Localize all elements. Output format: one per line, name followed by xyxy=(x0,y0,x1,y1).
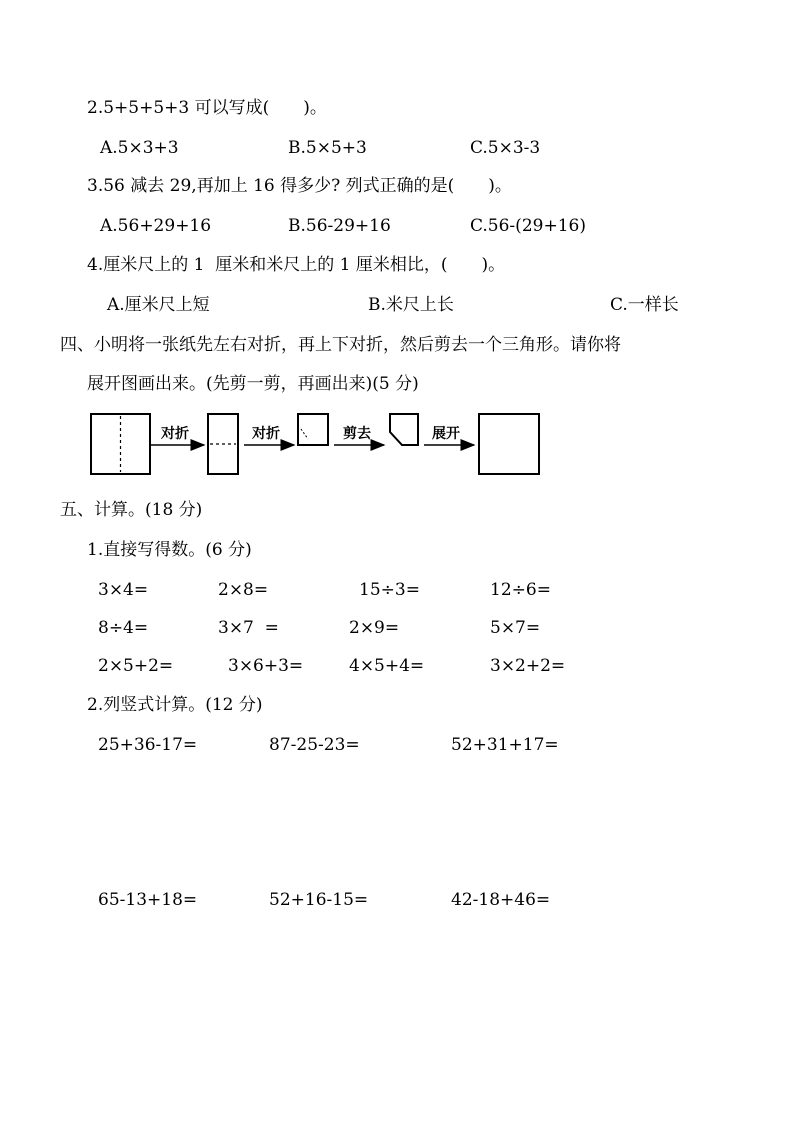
oral-calc-item: 12÷6= xyxy=(490,580,551,600)
paper-full-sheet xyxy=(91,414,150,474)
oral-calc-item: 3×6+3= xyxy=(228,656,304,676)
question-3-option-c: C.56-(29+16) xyxy=(470,216,586,236)
question-2-option-b: B.5×5+3 xyxy=(288,138,367,158)
oral-calc-item: 3×7 = xyxy=(218,618,279,638)
section-4-heading: 四、小明将一张纸先左右对折，再上下对折，然后剪去一个三角形。请你将 xyxy=(60,335,621,355)
question-2-option-a: A.5×3+3 xyxy=(100,138,179,158)
question-3-option-b: B.56-29+16 xyxy=(288,216,391,236)
question-2-option-c: C.5×3-3 xyxy=(470,138,541,158)
part-2-heading: 2.列竖式计算。(12 分) xyxy=(87,695,263,715)
question-3-option-a: A.56+29+16 xyxy=(100,216,212,236)
answer-box xyxy=(479,414,539,474)
question-4-stem: 4.厘米尺上的 1 厘米和米尺上的 1 厘米相比，( )。 xyxy=(87,255,506,275)
section-5-heading: 五、计算。(18 分) xyxy=(60,500,203,520)
vertical-calc-item: 87-25-23= xyxy=(269,735,360,755)
oral-calc-item: 8÷4= xyxy=(98,618,149,638)
oral-calc-item: 4×5+4= xyxy=(349,656,425,676)
question-4-option-b: B.米尺上长 xyxy=(368,295,454,315)
oral-calc-item: 5×7= xyxy=(490,618,541,638)
part-1-heading: 1.直接写得数。(6 分) xyxy=(87,540,252,560)
vertical-calc-item: 65-13+18= xyxy=(98,890,198,910)
step-label-fold-1: 对折 xyxy=(161,426,189,442)
paper-folded-half xyxy=(208,414,238,474)
oral-calc-item: 15÷3= xyxy=(359,580,420,600)
oral-calc-item: 3×4= xyxy=(98,580,149,600)
step-label-unfold: 展开 xyxy=(432,426,460,442)
step-label-cut: 剪去 xyxy=(343,426,371,442)
vertical-calc-item: 25+36-17= xyxy=(98,735,198,755)
vertical-calc-item: 52+16-15= xyxy=(269,890,369,910)
oral-calc-item: 2×9= xyxy=(349,618,400,638)
paper-cut-corner xyxy=(390,414,418,445)
oral-calc-item: 2×8= xyxy=(218,580,269,600)
question-2-stem: 2.5+5+5+3 可以写成( )。 xyxy=(87,98,327,118)
oral-calc-item: 2×5+2= xyxy=(98,656,174,676)
question-4-option-a: A.厘米尺上短 xyxy=(107,295,210,315)
paper-folded-quarter xyxy=(298,414,328,445)
section-4-heading-continued: 展开图画出来。(先剪一剪，再画出来)(5 分) xyxy=(87,374,419,394)
question-4-option-c: C.一样长 xyxy=(610,295,679,315)
step-label-fold-2: 对折 xyxy=(252,426,280,442)
vertical-calc-item: 42-18+46= xyxy=(451,890,551,910)
vertical-calc-item: 52+31+17= xyxy=(451,735,559,755)
oral-calc-item: 3×2+2= xyxy=(490,656,566,676)
question-3-stem: 3.56 减去 29,再加上 16 得多少? 列式正确的是( )。 xyxy=(87,176,512,196)
